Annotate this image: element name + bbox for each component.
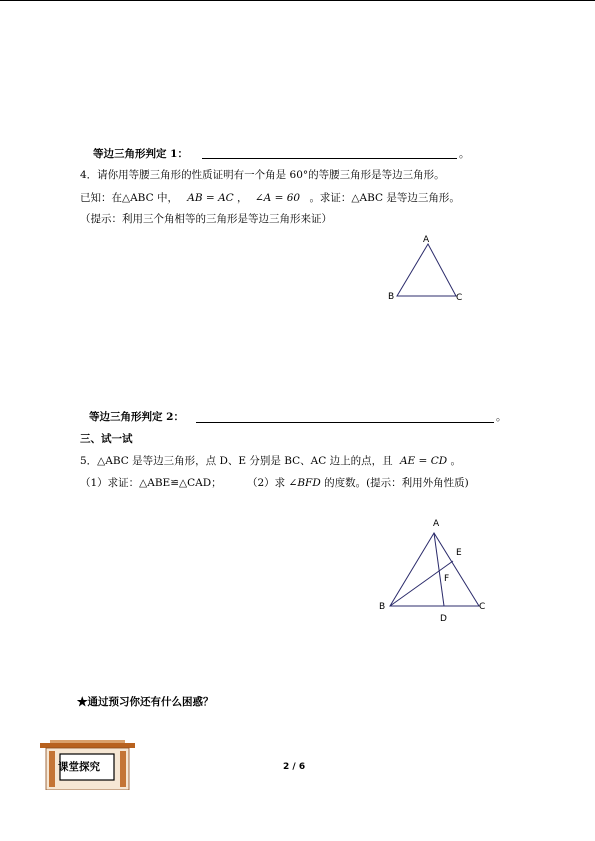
judgement-2-blank[interactable] bbox=[196, 422, 494, 423]
problem-5-text: 5．△ABC 是等边三角形，点 D、E 分别是 BC、AC 边上的点，且 bbox=[80, 455, 393, 467]
problem-4-intro: 4．请你用等腰三角形的性质证明有一个角是 60°的等腰三角形是等边三角形。 bbox=[80, 169, 445, 181]
scroll-left-pillar bbox=[49, 751, 55, 787]
header-rule bbox=[0, 0, 595, 1]
scroll-top-roll bbox=[40, 743, 135, 748]
condition-ae-cd: AE = CD bbox=[399, 455, 448, 467]
page-number: 2 / 6 bbox=[283, 762, 306, 772]
triangle-abc-outline bbox=[390, 533, 479, 606]
angle-bfd: ∠BFD bbox=[288, 477, 321, 489]
segment-ad bbox=[434, 533, 444, 606]
badge-classroom-inquiry: 课堂探究 bbox=[58, 761, 100, 773]
problem-5-part-2-prefix: （2）求 bbox=[246, 477, 286, 489]
fig1-label-a: A bbox=[423, 235, 430, 245]
judgement-1-end: 。 bbox=[459, 148, 470, 160]
problem-5-statement bbox=[80, 454, 461, 468]
problem-5-end: 。 bbox=[450, 455, 461, 467]
given-prefix: 已知：在△ABC 中， bbox=[80, 192, 178, 204]
section-3-title: 三、试一试 bbox=[80, 433, 133, 445]
fig2-label-a: A bbox=[433, 519, 440, 529]
question-doubts: ★通过预习你还有什么困惑？ bbox=[77, 696, 214, 708]
problem-4-hint: （提示：利用三个角相等的三角形是等边三角形来证） bbox=[80, 213, 332, 225]
scroll-right-pillar bbox=[120, 751, 126, 787]
condition-ab-ac: AB = AC bbox=[187, 192, 234, 204]
fig2-label-c: C bbox=[479, 602, 486, 612]
fig2-label-b: B bbox=[379, 602, 386, 612]
fig2-label-e: E bbox=[456, 548, 462, 558]
figure-triangle-abc bbox=[370, 230, 480, 310]
figure-triangle-abcde bbox=[375, 512, 495, 627]
fig2-label-d: D bbox=[440, 614, 447, 624]
triangle-abc-shape bbox=[397, 244, 456, 296]
fig1-label-c: C bbox=[456, 293, 463, 303]
judgement-2-label: 等边三角形判定 2： bbox=[89, 411, 184, 423]
scroll-top-cap bbox=[50, 740, 125, 743]
given-end: 。求证：△ABC 是等边三角形。 bbox=[309, 192, 460, 204]
condition-separator: ， bbox=[237, 192, 248, 204]
fig1-label-b: B bbox=[388, 292, 395, 302]
judgement-1-blank[interactable] bbox=[202, 158, 457, 159]
problem-4-given bbox=[80, 191, 460, 205]
problem-5-parts bbox=[80, 476, 469, 490]
judgement-1-label: 等边三角形判定 1： bbox=[93, 148, 188, 160]
problem-5-part-1: （1）求证：△ABE≌△CAD； bbox=[80, 477, 222, 489]
condition-angle-a: ∠A = 60 bbox=[254, 192, 301, 204]
judgement-2-end: 。 bbox=[496, 411, 507, 423]
fig2-label-f: F bbox=[444, 574, 450, 584]
problem-5-part-2-suffix: 的度数。(提示：利用外角性质) bbox=[324, 477, 469, 489]
